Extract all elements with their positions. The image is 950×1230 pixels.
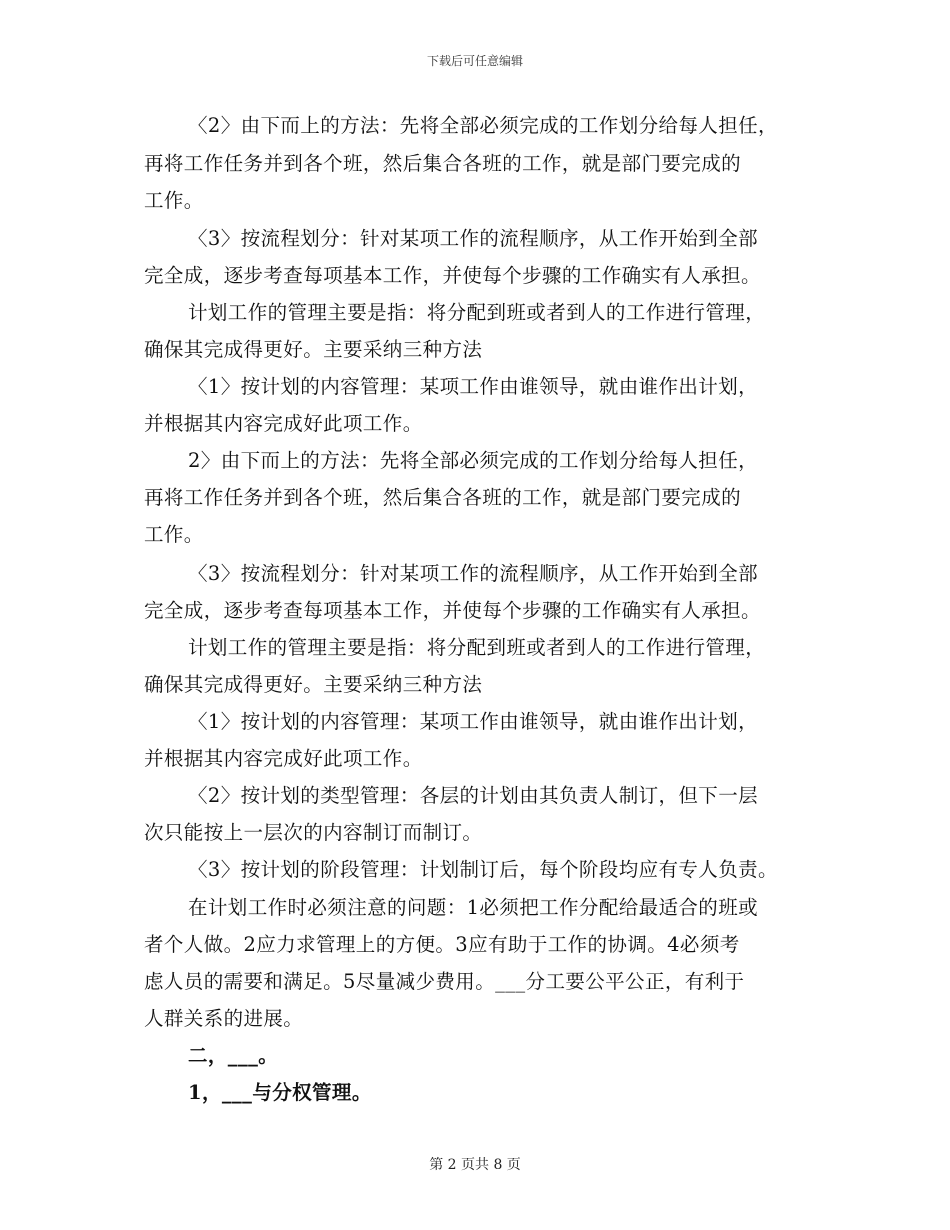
- paragraph-line: 计划工作的管理主要是指：将分配到班或者到人的工作进行管理，: [188, 301, 766, 324]
- paragraph-line: 2〉由下而上的方法：先将全部必须完成的工作划分给每人担任，: [188, 449, 759, 472]
- paragraph-line: 〈1〉按计划的内容管理：某项工作由谁领导，就由谁作出计划，: [188, 375, 759, 398]
- paragraph-line: 〈2〉由下而上的方法：先将全部必须完成的工作划分给每人担任，: [188, 114, 778, 137]
- section-heading: 二，___。: [188, 1044, 279, 1067]
- paragraph-line: 在计划工作时必须注意的问题：1必须把工作分配给最适合的班或: [188, 896, 759, 919]
- paragraph-line: 确保其完成得更好。主要采纳三种方法: [144, 673, 483, 696]
- paragraph-line: 〈3〉按流程划分：针对某项工作的流程顺序，从工作开始到全部: [188, 562, 759, 585]
- paragraph-line: 人群关系的进展。: [144, 1007, 304, 1030]
- paragraph-line: 并根据其内容完成好此项工作。: [144, 747, 423, 770]
- subsection-heading: 1，___与分权管理。: [188, 1081, 372, 1104]
- paragraph-line: 完全成，逐步考查每项基本工作，并使每个步骤的工作确实有人承担。: [144, 599, 761, 622]
- paragraph-line: 确保其完成得更好。主要采纳三种方法: [144, 338, 483, 361]
- paragraph-line: 次只能按上一层次的内容制订而制订。: [144, 821, 483, 844]
- paragraph-line: 工作。: [144, 189, 204, 212]
- paragraph-line: 〈3〉按流程划分：针对某项工作的流程顺序，从工作开始到全部: [188, 227, 759, 250]
- page-header: 下载后可任意编辑: [426, 54, 523, 68]
- paragraph-line: 工作。: [144, 523, 204, 546]
- paragraph-line: 者个人做。2应力求管理上的方便。3应有助于工作的协调。4必须考: [144, 933, 740, 956]
- paragraph-line: 再将工作任务并到各个班，然后集合各班的工作，就是部门要完成的: [144, 486, 742, 509]
- paragraph-line: 再将工作任务并到各个班，然后集合各班的工作，就是部门要完成的: [144, 152, 742, 175]
- paragraph-line: 并根据其内容完成好此项工作。: [144, 412, 423, 435]
- paragraph-line: 完全成，逐步考查每项基本工作，并使每个步骤的工作确实有人承担。: [144, 264, 761, 287]
- paragraph-line: 〈3〉按计划的阶段管理：计划制订后，每个阶段均应有专人负责。: [188, 858, 778, 881]
- paragraph-line: 〈2〉按计划的类型管理：各层的计划由其负责人制订，但下一层: [188, 784, 759, 807]
- page-footer: 第 2 页共 8 页: [429, 1157, 521, 1173]
- paragraph-line: 计划工作的管理主要是指：将分配到班或者到人的工作进行管理，: [188, 636, 766, 659]
- paragraph-line: 〈1〉按计划的内容管理：某项工作由谁领导，就由谁作出计划，: [188, 710, 759, 733]
- paragraph-line: 虑人员的需要和满足。5尽量减少费用。___分工要公平公正，有利于: [144, 970, 745, 993]
